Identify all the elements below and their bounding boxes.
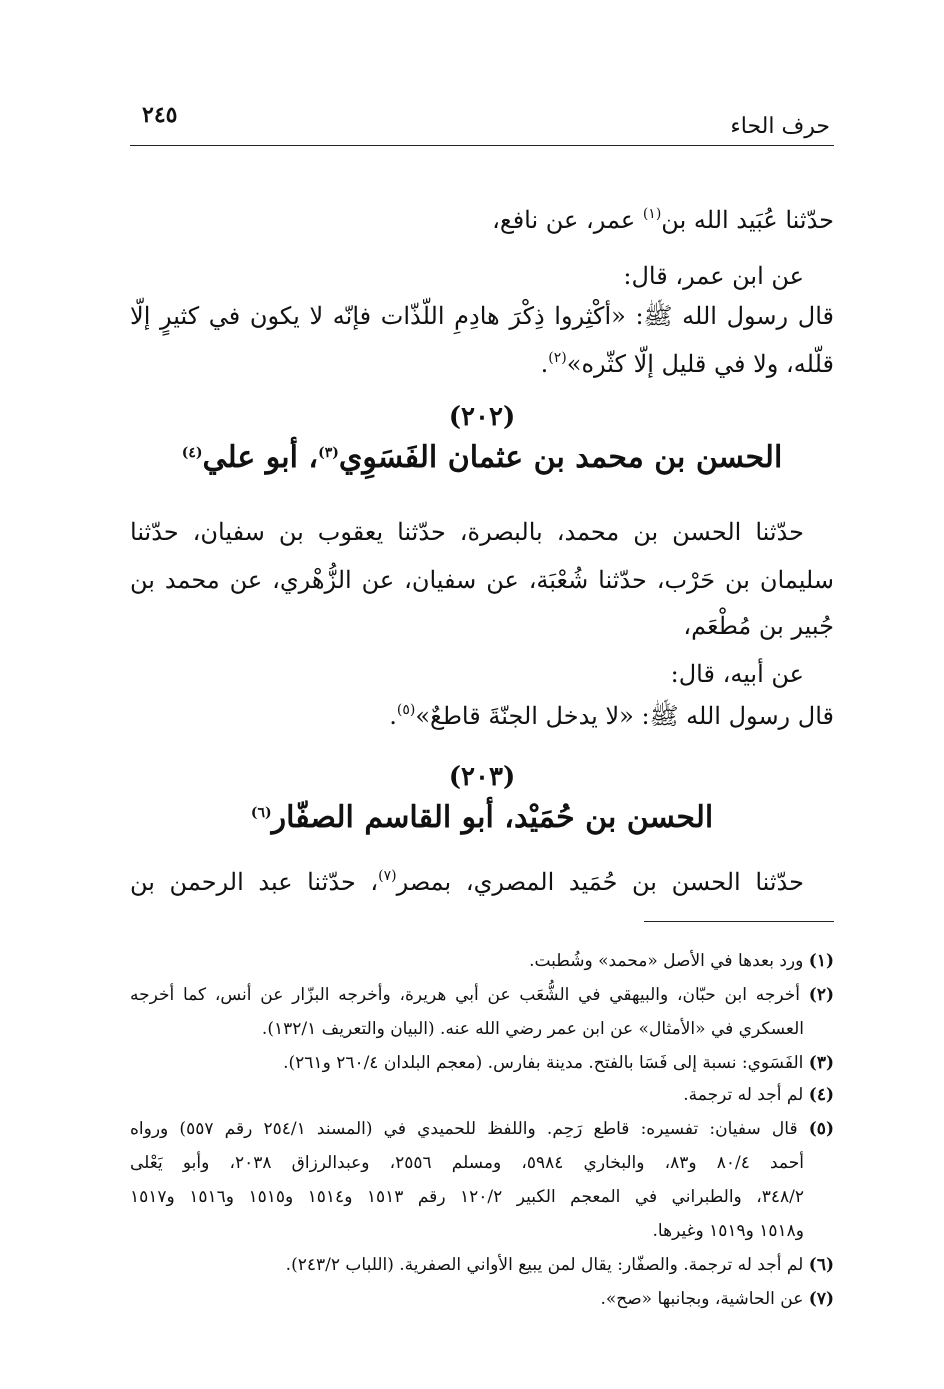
footnote-ref[interactable]: (٢)	[548, 350, 567, 366]
entry-title: الحسن بن محمد بن عثمان الفَسَوِي$^{(٣)}$، أبو علي$^{(٤)}$	[181, 440, 783, 475]
footnote-separator	[644, 921, 834, 922]
page-number: ٢٤٥	[142, 102, 178, 128]
footnote-ref[interactable]: (٦)	[250, 805, 272, 821]
footnote: (٢) أخرجه ابن حبّان، والبيهقي في الشُّعَب عن أبي هريرة، وأخرجه البزّار عن أنس، كما أخرجه	[130, 985, 834, 1005]
footnote: (١) ورد بعدها في الأصل «محمد» وشُطبت.	[529, 951, 834, 971]
footnote-continuation: ٣٤٨/٢، والطبراني في المعجم الكبير ١٢٠/٢ رقم ١٥١٣ و١٥١٤ و١٥١٥ و١٥١٦ و١٥١٧	[130, 1187, 804, 1207]
footnote-ref[interactable]: (٥)	[396, 702, 416, 718]
footnote: (٤) لم أجد له ترجمة.	[683, 1085, 834, 1105]
footnote: (٣) الفَسَوي: نسبة إلى فَسَا بالفتح. مدينة بفارس. (معجم البلدان ٢٦٠/٤ و٢٦١).	[283, 1053, 834, 1073]
entry-line: سليمان بن حَرْب، حدّثنا شُعْبَة، عن سفيان، عن الزُّهْري، عن محمد بن	[130, 566, 834, 594]
entry-line: جُبير بن مُطْعَم،	[683, 612, 834, 640]
entry-line: حدّثنا الحسن بن حُمَيد المصري، بمصر$^{(٧)}$، حدّثنا عبد الرحمن بن	[130, 868, 804, 896]
chapter-title: حرف الحاء	[730, 114, 830, 139]
intro-line-3: قال رسول الله ﷺ: «أكْثِروا ذِكْرَ هادِمِ اللّذّات فإنّه لا يكون في كثيرٍ إلّا	[130, 302, 834, 330]
intro-line-1: حدّثنا عُبَيد الله بن$^{(١)}$ عمر، عن نافع،	[492, 206, 834, 234]
footnote: (٥) قال سفيان: تفسيره: قاطع رَحِم. واللفظ للحميدي في (المسند ٢٥٤/١ رقم ٥٥٧) ورواه	[130, 1119, 834, 1139]
entry-line: قال رسول الله ﷺ: «لا يدخل الجنّةَ قاطعٌ»$^{(٥)}$.	[389, 702, 834, 730]
footnote: (٧) عن الحاشية، وبجانبها «صح».	[600, 1289, 834, 1309]
intro-line-2: عن ابن عمر، قال:	[623, 262, 804, 290]
footnote-ref[interactable]: (٧)	[378, 868, 397, 884]
header-rule	[130, 145, 834, 146]
footnote-continuation: العسكري في «الأمثال» عن ابن عمر رضي الله عنه. (البيان والتعريف ١٣٢/١).	[261, 1019, 804, 1039]
intro-line-4: قلّله، ولا في قليل إلّا كثّره»$^{(٢)}$.	[540, 350, 834, 378]
running-header	[130, 100, 834, 146]
footnote-ref[interactable]: (٣)	[318, 445, 339, 461]
entry-title: الحسن بن حُمَيْد، أبو القاسم الصفّار$^{(٦)}$	[250, 800, 714, 835]
entry-number: (٢٠٢)	[448, 402, 516, 432]
entry-line: حدّثنا الحسن بن محمد، بالبصرة، حدّثنا يعقوب بن سفيان، حدّثنا	[130, 518, 804, 546]
footnote-continuation: و١٥١٨ و١٥١٩ وغيرها.	[652, 1221, 804, 1241]
footnote: (٦) لم أجد له ترجمة. والصفّار: يقال لمن يبيع الأواني الصفرية. (اللباب ٢٤٣/٢).	[285, 1255, 834, 1275]
entry-number: (٢٠٣)	[448, 762, 516, 792]
footnote-continuation: أحمد ٨٠/٤ و٨٣، والبخاري ٥٩٨٤، ومسلم ٢٥٥٦، وعبدالرزاق ٢٠٣٨، وأبو يَعْلى	[130, 1153, 804, 1173]
entry-line: عن أبيه، قال:	[670, 660, 804, 688]
footnote-ref[interactable]: (٤)	[181, 445, 203, 461]
footnote-ref[interactable]: (١)	[642, 206, 662, 222]
